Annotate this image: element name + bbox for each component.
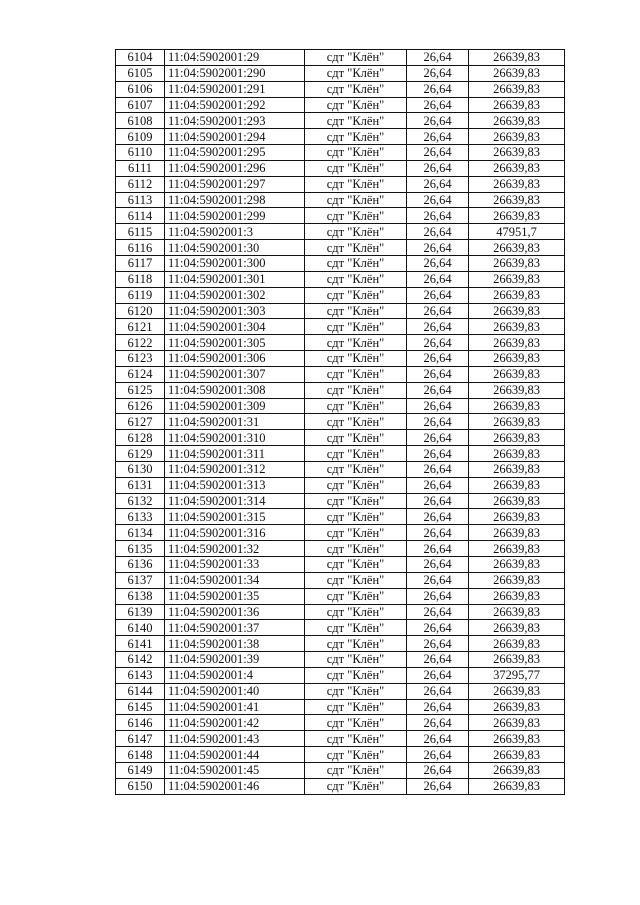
table-row: [116, 731, 565, 747]
table-row: [116, 240, 565, 256]
row-number-cell: 6139: [116, 604, 165, 620]
cadastral-number-cell: 11:04:5902001:301: [165, 271, 305, 287]
table-row: [116, 747, 565, 763]
area-cell: 26,64: [407, 303, 469, 319]
area-cell: 26,64: [407, 113, 469, 129]
value-cell: 26639,83: [469, 382, 565, 398]
row-number-cell: 6135: [116, 541, 165, 557]
area-cell: 26,64: [407, 176, 469, 192]
area-cell: 26,64: [407, 667, 469, 683]
table-row: [116, 557, 565, 573]
row-number-cell: 6113: [116, 192, 165, 208]
row-number-cell: 6122: [116, 335, 165, 351]
area-cell: 26,64: [407, 208, 469, 224]
table-row: [116, 351, 565, 367]
row-number-cell: 6149: [116, 762, 165, 778]
row-number-cell: 6142: [116, 652, 165, 668]
cadastral-number-cell: 11:04:5902001:4: [165, 667, 305, 683]
row-number-cell: 6141: [116, 636, 165, 652]
area-cell: 26,64: [407, 240, 469, 256]
table-row: [116, 160, 565, 176]
area-cell: 26,64: [407, 572, 469, 588]
row-number-cell: 6138: [116, 588, 165, 604]
table-row: [116, 588, 565, 604]
area-cell: 26,64: [407, 493, 469, 509]
cadastral-number-cell: 11:04:5902001:313: [165, 477, 305, 493]
area-cell: 26,64: [407, 81, 469, 97]
row-number-cell: 6110: [116, 145, 165, 161]
association-name-cell: сдт "Клён": [305, 588, 407, 604]
area-cell: 26,64: [407, 604, 469, 620]
row-number-cell: 6111: [116, 160, 165, 176]
value-cell: 26639,83: [469, 287, 565, 303]
table-row: [116, 65, 565, 81]
cadastral-number-cell: 11:04:5902001:29: [165, 50, 305, 66]
land-plot-table: [115, 49, 565, 795]
area-cell: 26,64: [407, 747, 469, 763]
table-row: [116, 145, 565, 161]
association-name-cell: сдт "Клён": [305, 208, 407, 224]
association-name-cell: сдт "Клён": [305, 699, 407, 715]
value-cell: 26639,83: [469, 604, 565, 620]
association-name-cell: сдт "Клён": [305, 667, 407, 683]
value-cell: 26639,83: [469, 129, 565, 145]
table-row: [116, 699, 565, 715]
area-cell: 26,64: [407, 224, 469, 240]
table-row: [116, 652, 565, 668]
value-cell: 26639,83: [469, 509, 565, 525]
cadastral-number-cell: 11:04:5902001:311: [165, 446, 305, 462]
area-cell: 26,64: [407, 160, 469, 176]
area-cell: 26,64: [407, 778, 469, 794]
value-cell: 26639,83: [469, 113, 565, 129]
cadastral-number-cell: 11:04:5902001:315: [165, 509, 305, 525]
area-cell: 26,64: [407, 255, 469, 271]
table-row: [116, 113, 565, 129]
association-name-cell: сдт "Клён": [305, 446, 407, 462]
cadastral-number-cell: 11:04:5902001:296: [165, 160, 305, 176]
table-row: [116, 446, 565, 462]
cadastral-number-cell: 11:04:5902001:35: [165, 588, 305, 604]
value-cell: 26639,83: [469, 97, 565, 113]
row-number-cell: 6143: [116, 667, 165, 683]
area-cell: 26,64: [407, 525, 469, 541]
value-cell: 26639,83: [469, 715, 565, 731]
cadastral-number-cell: 11:04:5902001:32: [165, 541, 305, 557]
row-number-cell: 6115: [116, 224, 165, 240]
association-name-cell: сдт "Клён": [305, 319, 407, 335]
cadastral-number-cell: 11:04:5902001:299: [165, 208, 305, 224]
area-cell: 26,64: [407, 731, 469, 747]
association-name-cell: сдт "Клён": [305, 414, 407, 430]
table-row: [116, 541, 565, 557]
cadastral-number-cell: 11:04:5902001:304: [165, 319, 305, 335]
value-cell: 26639,83: [469, 414, 565, 430]
table-row: [116, 224, 565, 240]
association-name-cell: сдт "Клён": [305, 145, 407, 161]
area-cell: 26,64: [407, 398, 469, 414]
table-row: [116, 271, 565, 287]
association-name-cell: сдт "Клён": [305, 351, 407, 367]
association-name-cell: сдт "Клён": [305, 113, 407, 129]
association-name-cell: сдт "Клён": [305, 509, 407, 525]
cadastral-number-cell: 11:04:5902001:310: [165, 430, 305, 446]
value-cell: 26639,83: [469, 50, 565, 66]
cadastral-number-cell: 11:04:5902001:38: [165, 636, 305, 652]
row-number-cell: 6123: [116, 351, 165, 367]
table-row: [116, 525, 565, 541]
cadastral-number-cell: 11:04:5902001:291: [165, 81, 305, 97]
association-name-cell: сдт "Клён": [305, 604, 407, 620]
association-name-cell: сдт "Клён": [305, 303, 407, 319]
value-cell: 26639,83: [469, 208, 565, 224]
table-row: [116, 620, 565, 636]
row-number-cell: 6116: [116, 240, 165, 256]
row-number-cell: 6148: [116, 747, 165, 763]
table-row: [116, 762, 565, 778]
cadastral-number-cell: 11:04:5902001:295: [165, 145, 305, 161]
area-cell: 26,64: [407, 65, 469, 81]
cadastral-number-cell: 11:04:5902001:43: [165, 731, 305, 747]
area-cell: 26,64: [407, 192, 469, 208]
area-cell: 26,64: [407, 319, 469, 335]
association-name-cell: сдт "Клён": [305, 636, 407, 652]
table-row: [116, 667, 565, 683]
row-number-cell: 6105: [116, 65, 165, 81]
value-cell: 26639,83: [469, 683, 565, 699]
association-name-cell: сдт "Клён": [305, 715, 407, 731]
area-cell: 26,64: [407, 446, 469, 462]
value-cell: 26639,83: [469, 778, 565, 794]
value-cell: 26639,83: [469, 351, 565, 367]
cadastral-number-cell: 11:04:5902001:303: [165, 303, 305, 319]
value-cell: 26639,83: [469, 303, 565, 319]
association-name-cell: сдт "Клён": [305, 382, 407, 398]
association-name-cell: сдт "Клён": [305, 65, 407, 81]
table-row: [116, 335, 565, 351]
area-cell: 26,64: [407, 652, 469, 668]
association-name-cell: сдт "Клён": [305, 778, 407, 794]
table-row: [116, 287, 565, 303]
cadastral-number-cell: 11:04:5902001:44: [165, 747, 305, 763]
cadastral-number-cell: 11:04:5902001:305: [165, 335, 305, 351]
area-cell: 26,64: [407, 287, 469, 303]
association-name-cell: сдт "Клён": [305, 176, 407, 192]
table-row: [116, 255, 565, 271]
table-row: [116, 493, 565, 509]
association-name-cell: сдт "Клён": [305, 572, 407, 588]
row-number-cell: 6146: [116, 715, 165, 731]
value-cell: 26639,83: [469, 145, 565, 161]
table-row: [116, 303, 565, 319]
table-row: [116, 366, 565, 382]
row-number-cell: 6130: [116, 461, 165, 477]
row-number-cell: 6124: [116, 366, 165, 382]
row-number-cell: 6133: [116, 509, 165, 525]
row-number-cell: 6118: [116, 271, 165, 287]
cadastral-number-cell: 11:04:5902001:297: [165, 176, 305, 192]
value-cell: 26639,83: [469, 65, 565, 81]
table-row: [116, 636, 565, 652]
row-number-cell: 6125: [116, 382, 165, 398]
table-row: [116, 683, 565, 699]
value-cell: 26639,83: [469, 176, 565, 192]
cadastral-number-cell: 11:04:5902001:39: [165, 652, 305, 668]
row-number-cell: 6106: [116, 81, 165, 97]
value-cell: 26639,83: [469, 731, 565, 747]
table-row: [116, 129, 565, 145]
cadastral-number-cell: 11:04:5902001:302: [165, 287, 305, 303]
cadastral-number-cell: 11:04:5902001:34: [165, 572, 305, 588]
value-cell: 26639,83: [469, 446, 565, 462]
cadastral-number-cell: 11:04:5902001:36: [165, 604, 305, 620]
value-cell: 37295,77: [469, 667, 565, 683]
area-cell: 26,64: [407, 97, 469, 113]
table-row: [116, 572, 565, 588]
value-cell: 26639,83: [469, 541, 565, 557]
value-cell: 26639,83: [469, 366, 565, 382]
value-cell: 26639,83: [469, 557, 565, 573]
area-cell: 26,64: [407, 382, 469, 398]
table-row: [116, 97, 565, 113]
association-name-cell: сдт "Клён": [305, 271, 407, 287]
association-name-cell: сдт "Клён": [305, 255, 407, 271]
value-cell: 26639,83: [469, 271, 565, 287]
cadastral-number-cell: 11:04:5902001:45: [165, 762, 305, 778]
table-row: [116, 414, 565, 430]
area-cell: 26,64: [407, 351, 469, 367]
row-number-cell: 6121: [116, 319, 165, 335]
area-cell: 26,64: [407, 699, 469, 715]
area-cell: 26,64: [407, 541, 469, 557]
value-cell: 26639,83: [469, 255, 565, 271]
association-name-cell: сдт "Клён": [305, 461, 407, 477]
cadastral-number-cell: 11:04:5902001:41: [165, 699, 305, 715]
table-row: [116, 604, 565, 620]
association-name-cell: сдт "Клён": [305, 493, 407, 509]
value-cell: 47951,7: [469, 224, 565, 240]
cadastral-number-cell: 11:04:5902001:300: [165, 255, 305, 271]
row-number-cell: 6147: [116, 731, 165, 747]
association-name-cell: сдт "Клён": [305, 525, 407, 541]
value-cell: 26639,83: [469, 652, 565, 668]
cadastral-number-cell: 11:04:5902001:30: [165, 240, 305, 256]
cadastral-number-cell: 11:04:5902001:42: [165, 715, 305, 731]
association-name-cell: сдт "Клён": [305, 747, 407, 763]
area-cell: 26,64: [407, 636, 469, 652]
association-name-cell: сдт "Клён": [305, 477, 407, 493]
row-number-cell: 6131: [116, 477, 165, 493]
association-name-cell: сдт "Клён": [305, 430, 407, 446]
area-cell: 26,64: [407, 620, 469, 636]
area-cell: 26,64: [407, 145, 469, 161]
area-cell: 26,64: [407, 477, 469, 493]
cadastral-number-cell: 11:04:5902001:308: [165, 382, 305, 398]
cadastral-number-cell: 11:04:5902001:292: [165, 97, 305, 113]
association-name-cell: сдт "Клён": [305, 97, 407, 113]
value-cell: 26639,83: [469, 493, 565, 509]
table-row: [116, 81, 565, 97]
row-number-cell: 6119: [116, 287, 165, 303]
row-number-cell: 6132: [116, 493, 165, 509]
table-row: [116, 208, 565, 224]
cadastral-number-cell: 11:04:5902001:293: [165, 113, 305, 129]
row-number-cell: 6134: [116, 525, 165, 541]
cadastral-number-cell: 11:04:5902001:46: [165, 778, 305, 794]
area-cell: 26,64: [407, 557, 469, 573]
cadastral-number-cell: 11:04:5902001:306: [165, 351, 305, 367]
cadastral-number-cell: 11:04:5902001:312: [165, 461, 305, 477]
row-number-cell: 6114: [116, 208, 165, 224]
value-cell: 26639,83: [469, 588, 565, 604]
area-cell: 26,64: [407, 683, 469, 699]
association-name-cell: сдт "Клён": [305, 731, 407, 747]
association-name-cell: сдт "Клён": [305, 366, 407, 382]
area-cell: 26,64: [407, 366, 469, 382]
value-cell: 26639,83: [469, 572, 565, 588]
area-cell: 26,64: [407, 588, 469, 604]
table-row: [116, 192, 565, 208]
area-cell: 26,64: [407, 129, 469, 145]
table-row: [116, 319, 565, 335]
area-cell: 26,64: [407, 50, 469, 66]
cadastral-number-cell: 11:04:5902001:3: [165, 224, 305, 240]
cadastral-number-cell: 11:04:5902001:314: [165, 493, 305, 509]
row-number-cell: 6126: [116, 398, 165, 414]
value-cell: 26639,83: [469, 477, 565, 493]
row-number-cell: 6137: [116, 572, 165, 588]
row-number-cell: 6117: [116, 255, 165, 271]
row-number-cell: 6127: [116, 414, 165, 430]
row-number-cell: 6108: [116, 113, 165, 129]
area-cell: 26,64: [407, 430, 469, 446]
row-number-cell: 6104: [116, 50, 165, 66]
row-number-cell: 6145: [116, 699, 165, 715]
cadastral-number-cell: 11:04:5902001:294: [165, 129, 305, 145]
table-row: [116, 778, 565, 794]
area-cell: 26,64: [407, 414, 469, 430]
row-number-cell: 6120: [116, 303, 165, 319]
association-name-cell: сдт "Клён": [305, 160, 407, 176]
table-row: [116, 509, 565, 525]
cadastral-number-cell: 11:04:5902001:33: [165, 557, 305, 573]
association-name-cell: сдт "Клён": [305, 192, 407, 208]
table-row: [116, 398, 565, 414]
area-cell: 26,64: [407, 762, 469, 778]
association-name-cell: сдт "Клён": [305, 620, 407, 636]
association-name-cell: сдт "Клён": [305, 287, 407, 303]
area-cell: 26,64: [407, 335, 469, 351]
association-name-cell: сдт "Клён": [305, 398, 407, 414]
value-cell: 26639,83: [469, 699, 565, 715]
association-name-cell: сдт "Клён": [305, 541, 407, 557]
area-cell: 26,64: [407, 509, 469, 525]
row-number-cell: 6144: [116, 683, 165, 699]
association-name-cell: сдт "Клён": [305, 762, 407, 778]
row-number-cell: 6107: [116, 97, 165, 113]
value-cell: 26639,83: [469, 398, 565, 414]
value-cell: 26639,83: [469, 620, 565, 636]
cadastral-number-cell: 11:04:5902001:290: [165, 65, 305, 81]
table-row: [116, 50, 565, 66]
cadastral-number-cell: 11:04:5902001:316: [165, 525, 305, 541]
cadastral-number-cell: 11:04:5902001:37: [165, 620, 305, 636]
association-name-cell: сдт "Клён": [305, 557, 407, 573]
table-row: [116, 430, 565, 446]
value-cell: 26639,83: [469, 430, 565, 446]
value-cell: 26639,83: [469, 335, 565, 351]
association-name-cell: сдт "Клён": [305, 50, 407, 66]
cadastral-number-cell: 11:04:5902001:309: [165, 398, 305, 414]
association-name-cell: сдт "Клён": [305, 335, 407, 351]
cadastral-number-cell: 11:04:5902001:307: [165, 366, 305, 382]
area-cell: 26,64: [407, 715, 469, 731]
row-number-cell: 6129: [116, 446, 165, 462]
row-number-cell: 6140: [116, 620, 165, 636]
table-body: [116, 50, 565, 795]
table-row: [116, 176, 565, 192]
cadastral-number-cell: 11:04:5902001:31: [165, 414, 305, 430]
area-cell: 26,64: [407, 461, 469, 477]
association-name-cell: сдт "Клён": [305, 240, 407, 256]
value-cell: 26639,83: [469, 525, 565, 541]
value-cell: 26639,83: [469, 160, 565, 176]
table-row: [116, 477, 565, 493]
row-number-cell: 6112: [116, 176, 165, 192]
cadastral-number-cell: 11:04:5902001:40: [165, 683, 305, 699]
value-cell: 26639,83: [469, 461, 565, 477]
row-number-cell: 6136: [116, 557, 165, 573]
table-row: [116, 715, 565, 731]
value-cell: 26639,83: [469, 747, 565, 763]
value-cell: 26639,83: [469, 636, 565, 652]
association-name-cell: сдт "Клён": [305, 129, 407, 145]
association-name-cell: сдт "Клён": [305, 224, 407, 240]
value-cell: 26639,83: [469, 319, 565, 335]
area-cell: 26,64: [407, 271, 469, 287]
table-row: [116, 461, 565, 477]
cadastral-number-cell: 11:04:5902001:298: [165, 192, 305, 208]
row-number-cell: 6109: [116, 129, 165, 145]
value-cell: 26639,83: [469, 762, 565, 778]
association-name-cell: сдт "Клён": [305, 81, 407, 97]
value-cell: 26639,83: [469, 240, 565, 256]
row-number-cell: 6150: [116, 778, 165, 794]
value-cell: 26639,83: [469, 192, 565, 208]
value-cell: 26639,83: [469, 81, 565, 97]
row-number-cell: 6128: [116, 430, 165, 446]
association-name-cell: сдт "Клён": [305, 683, 407, 699]
table-row: [116, 382, 565, 398]
association-name-cell: сдт "Клён": [305, 652, 407, 668]
